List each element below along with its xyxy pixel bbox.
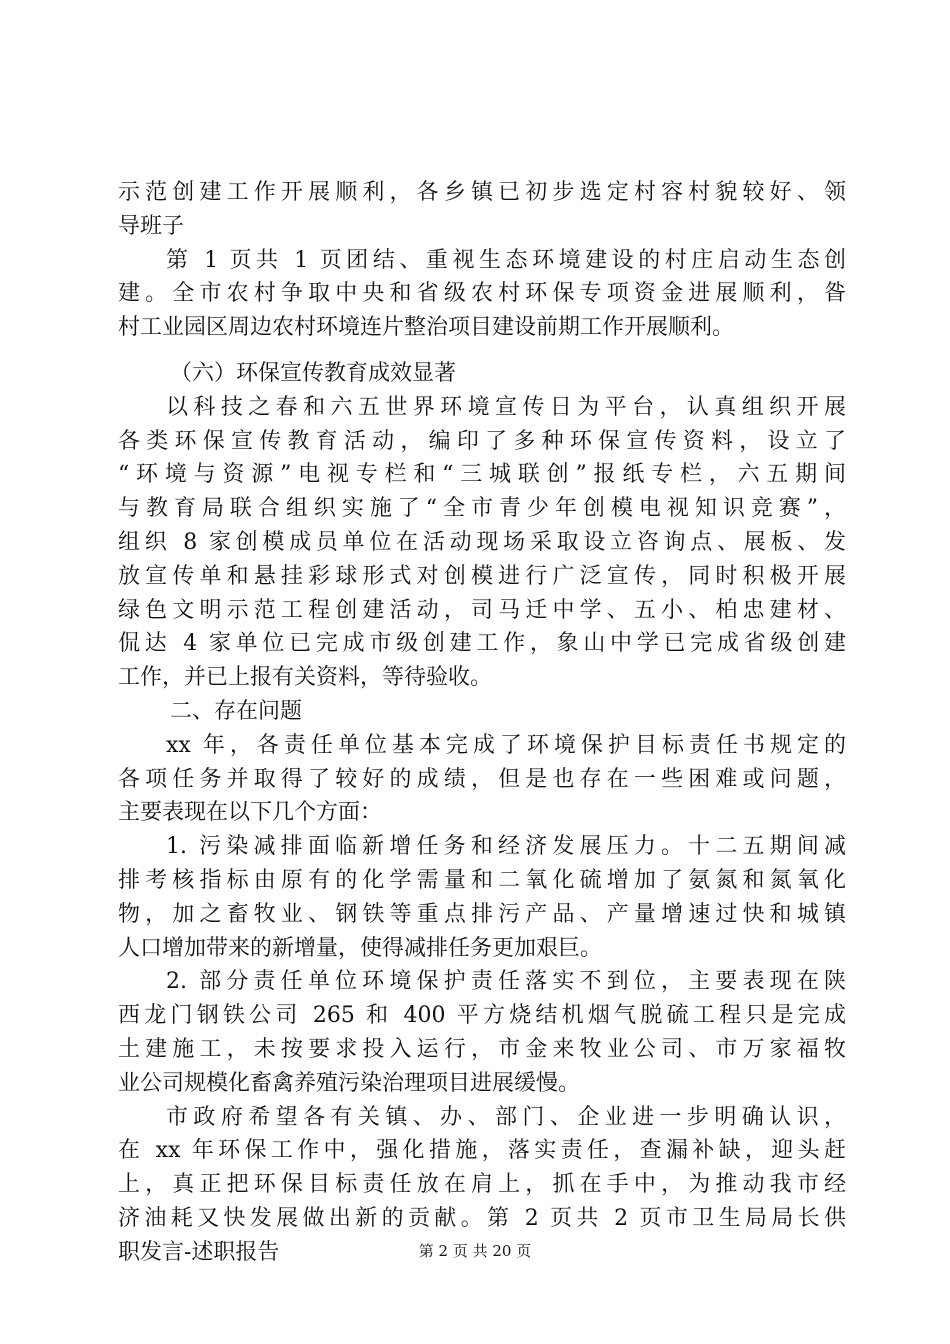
paragraph-line: 村工业园区周边农村环境连片整治项目建设前期工作开展顺利。: [118, 315, 735, 341]
paragraph-line: 西龙门钢铁公司 265 和 400 平方烧结机烟气脱硫工程只是完成: [118, 1003, 846, 1029]
paragraph-line: “环境与资源”电视专栏和“三城联创”报纸专栏，六五期间: [118, 462, 846, 488]
paragraph-line: 济油耗又快发展做出新的贡献。第 2 页共 2 页市卫生局局长供: [118, 1205, 846, 1231]
paragraph-line: 与教育局联合组织实施了“全市青少年创模电视知识竞赛”，: [118, 496, 846, 522]
paragraph-line: 示范创建工作开展顺利，各乡镇已初步选定村容村貌较好、领: [118, 180, 846, 205]
paragraph-line: 1. 污染减排面临新增任务和经济发展压力。十二五期间减: [166, 834, 846, 860]
paragraph-line: 各项任务并取得了较好的成绩，但是也存在一些困难或问题，: [118, 766, 846, 792]
paragraph-line: 侃达 4 家单位已完成市级创建工作，象山中学已完成省级创建: [118, 631, 846, 657]
paragraph-line: 放宣传单和悬挂彩球形式对创模进行广泛宣传，同时积极开展: [118, 563, 846, 589]
paragraph-line: 排考核指标由原有的化学需量和二氧化硫增加了氨氮和氮氧化: [118, 867, 846, 893]
paragraph-line: 组织 8 家创模成员单位在活动现场采取设立咨询点、展板、发: [118, 529, 846, 555]
paragraph-line: 建。全市农村争取中央和省级农村环保专项资金进展顺利，昝: [118, 281, 846, 307]
paragraph-line: 上，真正把环保目标责任放在肩上，抓在手中，为推动我市经: [118, 1172, 846, 1198]
paragraph-line: 物，加之畜牧业、钢铁等重点排污产品、产量增速过快和城镇: [118, 901, 846, 927]
page-number-footer: 第 2 页 共 20 页: [418, 1242, 532, 1260]
paragraph-line: 业公司规模化畜禽养殖污染治理项目进展缓慢。: [118, 1070, 581, 1096]
paragraph-line: 市政府希望各有关镇、办、部门、企业进一步明确认识，: [166, 1104, 846, 1130]
section-heading: （六）环保宣传教育成效显著: [170, 360, 457, 386]
paragraph-line: 第 1 页共 1 页团结、重视生态环境建设的村庄启动生态创: [166, 247, 846, 273]
document-body: [118, 176, 846, 1270]
paragraph-line: 导班子: [118, 213, 185, 239]
paragraph-line: 人口增加带来的新增量，使得减排任务更加艰巨。: [118, 935, 603, 961]
paragraph-line: 以科技之春和六五世界环境宣传日为平台，认真组织开展: [166, 394, 846, 420]
paragraph-line: 各类环保宣传教育活动，编印了多种环保宣传资料，设立了: [118, 428, 846, 454]
paragraph-line: 职发言-述职报告: [118, 1239, 280, 1265]
paragraph-line: 工作，并已上报有关资料，等待验收。: [118, 665, 493, 691]
paragraph-line: 主要表现在以下几个方面：: [118, 800, 383, 826]
paragraph-line: 土建施工，未按要求投入运行，市金来牧业公司、市万家福牧: [118, 1036, 846, 1062]
paragraph-line: 在 xx 年环保工作中，强化措施，落实责任，查漏补缺，迎头赶: [118, 1138, 846, 1164]
paragraph-line: 绿色文明示范工程创建活动，司马迁中学、五小、柏忠建材、: [118, 597, 846, 623]
paragraph-line: 2. 部分责任单位环境保护责任落实不到位，主要表现在陕: [166, 969, 846, 995]
paragraph-line: xx 年，各责任单位基本完成了环境保护目标责任书规定的: [166, 732, 846, 758]
section-heading: 二、存在问题: [170, 698, 303, 724]
